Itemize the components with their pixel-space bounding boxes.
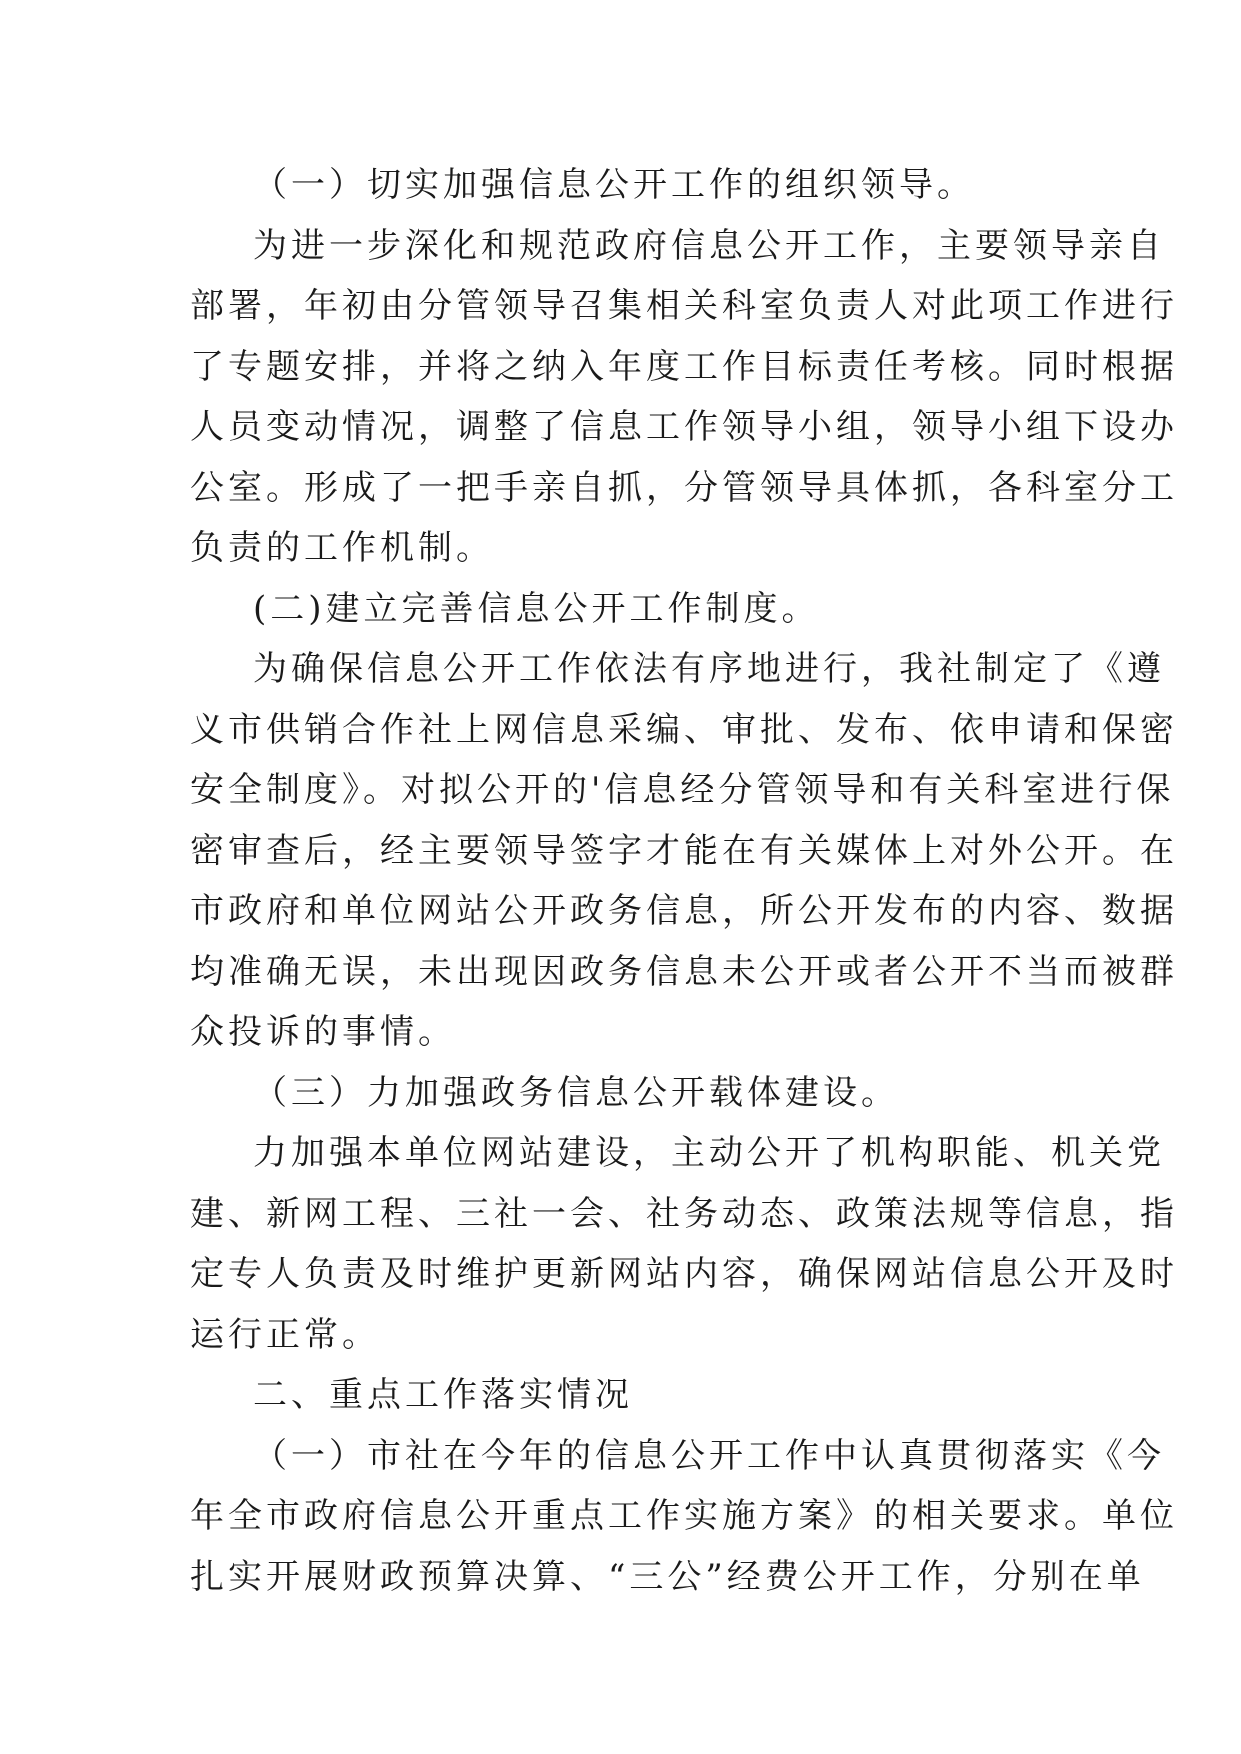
paragraph-line: 义市供销合作社上网信息采编、审批、发布、依申请和保密 xyxy=(190,709,1178,750)
paragraph-line: 密审查后，经主要领导签字才能在有关媒体上对外公开。在 xyxy=(190,830,1178,871)
paragraph-line: 部署，年初由分管领导召集相关科室负责人对此项工作进行 xyxy=(190,286,1178,326)
paragraph-line: 年全市政府信息公开重点工作实施方案》的相关要求。单位 xyxy=(190,1496,1178,1536)
paragraph-line: （一）市社在今年的信息公开工作中认真贯彻落实《今 xyxy=(253,1435,1165,1476)
paragraph-line: 安全制度》。对拟公开的'信息经分管领导和有关科室进行保 xyxy=(190,770,1175,810)
paragraph-line: 负责的工作机制。 xyxy=(190,528,494,568)
paragraph-line: 公室。形成了一把手亲自抓，分管领导具体抓，各科室分工 xyxy=(190,467,1178,508)
paragraph-line: 力加强本单位网站建设，主动公开了机构职能、机关党 xyxy=(253,1133,1165,1173)
paragraph-line: 运行正常。 xyxy=(190,1314,380,1355)
paragraph-line: 众投诉的事情。 xyxy=(190,1012,456,1052)
paragraph-line: 人员变动情况，调整了信息工作领导小组，领导小组下设办 xyxy=(190,407,1178,447)
section-heading-2: (二)建立完善信息公开工作制度。 xyxy=(253,588,820,629)
paragraph-line: 市政府和单位网站公开政务信息，所公开发布的内容、数据 xyxy=(190,891,1178,931)
paragraph-line: 扎实开展财政预算决算、“三公”经费公开工作，分别在单 xyxy=(190,1556,1145,1597)
section-heading-1: （一）切实加强信息公开工作的组织领导。 xyxy=(253,165,975,205)
section-heading-3: （三）力加强政务信息公开载体建设。 xyxy=(253,1072,899,1113)
paragraph-line: 定专人负责及时维护更新网站内容，确保网站信息公开及时 xyxy=(190,1254,1178,1294)
paragraph-line: 了专题安排，并将之纳入年度工作目标责任考核。同时根据 xyxy=(190,346,1178,387)
chapter-heading: 二、重点工作落实情况 xyxy=(253,1375,633,1415)
paragraph-line: 建、新网工程、三社一会、社务动态、政策法规等信息，指 xyxy=(190,1193,1178,1234)
paragraph-line: 为进一步深化和规范政府信息公开工作，主要领导亲自 xyxy=(253,225,1165,266)
document-body xyxy=(190,155,1178,1607)
paragraph-line: 均准确无误，未出现因政务信息未公开或者公开不当而被群 xyxy=(190,951,1178,992)
paragraph-line: 为确保信息公开工作依法有序地进行，我社制定了《遵 xyxy=(253,649,1165,689)
